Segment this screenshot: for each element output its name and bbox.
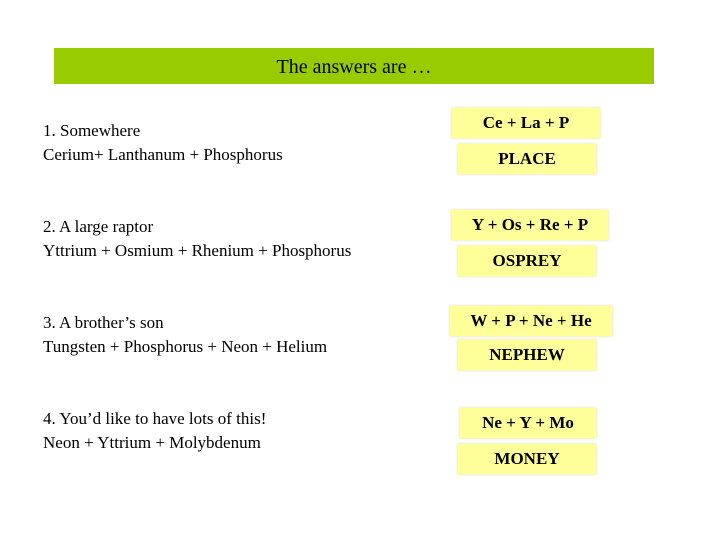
answer-box-3 [458,340,596,370]
clue-elements: Tungsten + Phosphorus + Neon + Helium [43,337,328,356]
clue-2 [43,215,351,263]
answer-box-1 [458,144,596,174]
clue-question: 4. You’d like to have lots of this! [43,409,267,428]
clue-elements: Neon + Yttrium + Molybdenum [43,433,261,452]
formula-text: Ne + Y + Mo [482,413,574,432]
formula-box-4 [460,408,596,438]
clue-elements: Yttrium + Osmium + Rhenium + Phosphorus [43,241,352,260]
clue-4 [43,407,266,455]
answer-text: MONEY [494,449,560,468]
clue-question: 3. A brother’s son [43,313,164,332]
title-bar [54,48,654,84]
answer-box-4 [458,444,596,474]
clue-3 [43,311,327,359]
clue-elements: Cerium+ Lanthanum + Phosphorus [43,145,283,164]
formula-text: Y + Os + Re + P [471,215,589,234]
answer-text: PLACE [498,149,556,168]
formula-box-1 [452,108,600,138]
clue-1 [43,119,283,167]
clue-question: 1. Somewhere [43,121,141,140]
answer-text: OSPREY [492,251,562,270]
answer-box-2 [458,246,596,276]
formula-box-3 [450,306,612,336]
formula-text: Ce + La + P [482,113,570,132]
answer-text: NEPHEW [489,345,565,364]
clue-question: 2. A large raptor [43,217,154,236]
page-title: The answers are … [276,56,432,78]
formula-box-2 [452,210,608,240]
formula-text: W + P + Ne + He [470,311,592,330]
